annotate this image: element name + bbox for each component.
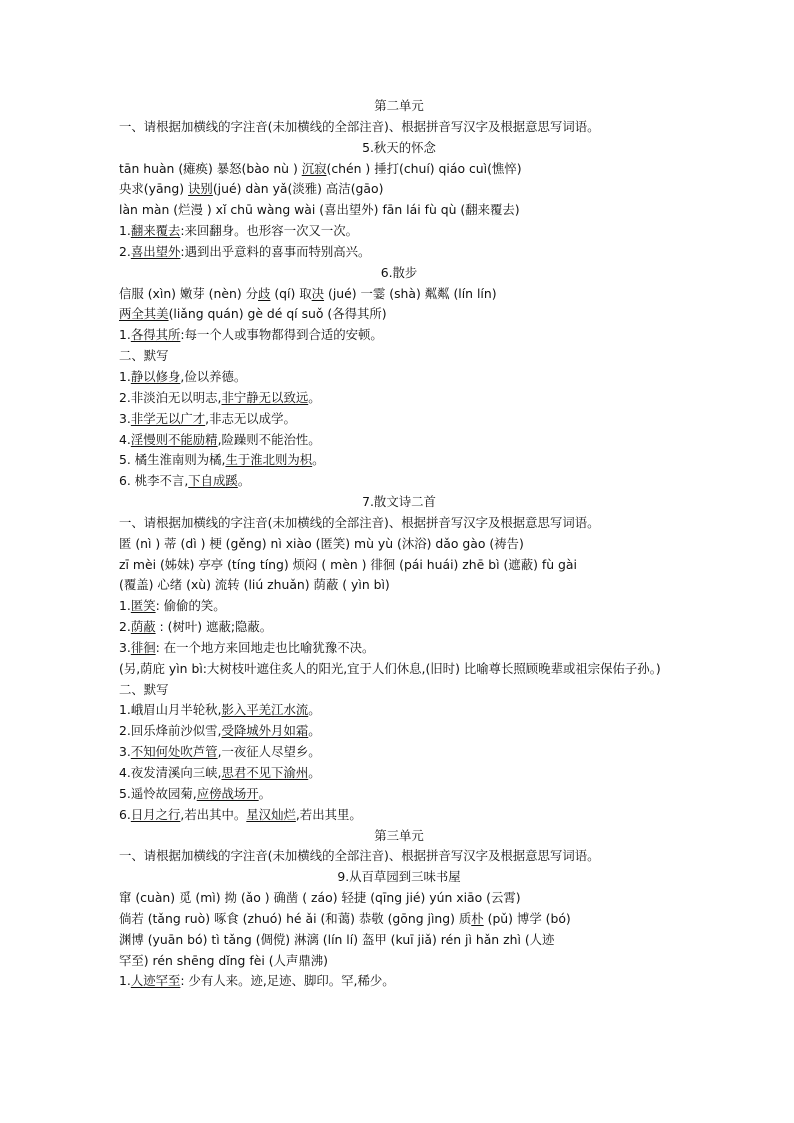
underlined-word: 应傍战场开 xyxy=(196,785,259,801)
underlined-word: 受降城外月如霜 xyxy=(221,723,309,739)
text: 1. xyxy=(119,223,131,239)
text: 1. xyxy=(119,598,131,614)
text: (jué) 一霎 (shà) 粼粼 (lín lín) xyxy=(324,285,497,301)
text: ,一夜征人尽望乡。 xyxy=(217,744,321,760)
underlined-word: 星汉灿烂 xyxy=(246,806,296,822)
dictation-line xyxy=(119,742,679,763)
underlined-word: 日月之行 xyxy=(130,806,181,822)
text: 3. xyxy=(119,744,131,760)
lesson-title: 5.秋天的怀念 xyxy=(362,139,436,155)
text: 6. xyxy=(119,806,131,822)
text: ,险躁则不能治性。 xyxy=(217,431,321,447)
pinyin-line: 罕至) rén shēng dǐng fèi (人声鼎沸) xyxy=(119,952,328,968)
dictation-line xyxy=(119,367,679,388)
text: 1. xyxy=(119,368,131,384)
text: 。 xyxy=(308,723,321,739)
text: 。 xyxy=(308,765,321,780)
dictation-line xyxy=(119,409,679,430)
underlined-word: 非学无以广才 xyxy=(130,410,206,426)
underlined-word: 诀别 xyxy=(188,181,213,197)
instruction: 一、请根据加横线的字注音(未加横线的全部注音)、根据拼音写汉字及根据意思写词语。 xyxy=(119,118,600,134)
underlined-word: 各得其所 xyxy=(130,327,181,343)
unit-title: 第二单元 xyxy=(374,98,424,113)
underlined-word: 决 xyxy=(311,285,325,301)
text: 2.回乐烽前沙似雪, xyxy=(119,723,222,739)
dictation-line xyxy=(119,388,679,409)
text: 1. xyxy=(119,327,131,343)
text: 。 xyxy=(308,702,321,718)
underlined-word: 喜出望外 xyxy=(130,243,181,259)
underlined-word: 生于淮北则为枳 xyxy=(225,452,313,468)
dictation-line xyxy=(119,721,679,742)
dictation-line xyxy=(119,805,679,826)
text: (pǔ) 博学 (bó) xyxy=(483,910,571,926)
text: 1.峨眉山月半轮秋, xyxy=(119,702,222,718)
text: : (树叶) 遮蔽;隐蔽。 xyxy=(155,619,273,635)
definition xyxy=(119,325,679,346)
text: : 少有人来。迹,足迹、脚印。罕,稀少。 xyxy=(180,973,395,989)
text: 。 xyxy=(237,473,251,489)
text: 1. xyxy=(119,973,131,989)
definition xyxy=(119,221,679,242)
text: 4. xyxy=(119,431,131,447)
document-page xyxy=(119,96,679,992)
note: (另,荫庇 yìn bì:大树枝叶遮住炙人的阳光,宜于人们休息,(旧时) 比喻尊长照顾晚辈或祖宗保佑子孙。) xyxy=(119,660,661,676)
pinyin-line xyxy=(119,304,679,325)
text: :来回翻身。也形容一次又一次。 xyxy=(180,223,359,239)
text: 信服 (xìn) 嫩芽 (nèn) 分 xyxy=(119,285,259,301)
text: 3. xyxy=(119,410,131,426)
underlined-word: 匿笑 xyxy=(130,598,156,614)
underlined-word: 影入平羌江水流 xyxy=(221,702,309,718)
text: : 在一个地方来回地走也比喻犹豫不决。 xyxy=(155,639,375,655)
section-heading: 二、默写 xyxy=(119,681,169,697)
underlined-word: 徘徊 xyxy=(130,639,156,655)
underlined-word: 翻来覆去 xyxy=(130,223,181,239)
underlined-word: 人迹罕至 xyxy=(130,973,181,989)
underlined-word: 歧 xyxy=(258,285,271,301)
instruction: 一、请根据加横线的字注音(未加横线的全部注音)、根据拼音写汉字及根据意思写词语。 xyxy=(119,514,600,530)
text: (jué) dàn yǎ(淡雅) 高洁(gāo) xyxy=(212,181,384,197)
dictation-line xyxy=(119,471,679,492)
underlined-word: 淫慢则不能励精 xyxy=(130,431,218,447)
text: :遇到出乎意料的喜事而特别高兴。 xyxy=(180,243,371,259)
text: 5. 橘生淮南则为橘, xyxy=(119,452,226,468)
definition xyxy=(119,638,679,659)
definition xyxy=(119,242,679,263)
text: 2. xyxy=(119,243,131,259)
text: ,俭以养德。 xyxy=(180,368,247,384)
dictation-line xyxy=(119,450,679,471)
text: :每一个人或事物都得到合适的安顿。 xyxy=(180,327,383,343)
definition xyxy=(119,971,679,992)
instruction: 一、请根据加横线的字注音(未加横线的全部注音)、根据拼音写汉字及根据意思写词语。 xyxy=(119,848,600,864)
text: 3. xyxy=(119,639,131,655)
pinyin-line: làn màn (烂漫 ) xǐ chū wàng wài (喜出望外) fān lái fù qù (翻来覆去) xyxy=(119,202,520,218)
pinyin-line: zī mèi (姊妹) 亭亭 (tíng tíng) 烦闷 ( mèn ) 徘徊 (pái huái) zhē bì (遮蔽) fù gài xyxy=(119,556,577,572)
text: : 偷偷的笑。 xyxy=(155,598,226,614)
text: ,若出其里。 xyxy=(295,806,362,822)
text: 4.夜发清溪向三峡, xyxy=(119,765,222,780)
text: 5.遥怜故园菊, xyxy=(119,785,197,801)
definition xyxy=(119,617,679,638)
text: 倘若 (tǎng ruò) 啄食 (zhuó) hé ǎi (和蔼) 恭敬 (gōng jìng) 质 xyxy=(119,910,472,926)
text: ,若出其中。 xyxy=(180,806,247,822)
pinyin-line: 窜 (cuàn) 觅 (mì) 拗 (ǎo ) 确凿 ( záo) 轻捷 (qīng jié) yún xiāo (云霄) xyxy=(119,890,521,906)
unit-title: 第三单元 xyxy=(374,827,424,843)
underlined-word: 沉寂 xyxy=(301,160,327,176)
pinyin-line: 渊博 (yuān bó) tì tǎng (倜傥) 淋漓 (lín lí) 盔甲 (kuī jiǎ) rén jì hǎn zhì (人迹 xyxy=(119,931,555,947)
underlined-word: 两全其美 xyxy=(119,306,169,322)
text: 。 xyxy=(308,389,321,405)
lesson-title: 7.散文诗二首 xyxy=(362,494,436,510)
text: 央求(yāng) xyxy=(119,181,189,197)
text: 。 xyxy=(258,785,272,801)
dictation-line xyxy=(119,700,679,721)
pinyin-line xyxy=(119,179,679,200)
underlined-word: 荫蔽 xyxy=(130,619,156,635)
section-heading: 二、默写 xyxy=(119,348,169,364)
pinyin-line xyxy=(119,284,679,305)
lesson-title: 6.散步 xyxy=(380,264,418,280)
underlined-word: 下自成蹊 xyxy=(188,473,238,489)
underlined-word: 思君不见下渝州 xyxy=(221,765,309,780)
dictation-line xyxy=(119,430,679,451)
underlined-word: 非宁静无以致远 xyxy=(221,389,309,405)
pinyin-line xyxy=(119,159,679,180)
pinyin-line: 匿 (nì ) 蒂 (dì ) 梗 (gěng) nì xiào (匿笑) mù yù (沐浴) dǎo gào (祷告) xyxy=(119,535,524,551)
text: (liǎng quán) gè dé qí suǒ (各得其所) xyxy=(168,306,387,322)
definition xyxy=(119,596,679,617)
text: (chén ) 捶打(chuí) qiáo cuì(憔悴) xyxy=(326,160,522,176)
dictation-line xyxy=(119,763,679,784)
text: tān huàn (瘫痪) 暴怒(bào nù ) xyxy=(119,160,302,176)
dictation-line xyxy=(119,784,679,805)
text: 2. xyxy=(119,619,131,635)
text: ,非志无以成学。 xyxy=(205,410,296,426)
underlined-word: 不知何处吹芦管 xyxy=(130,744,218,760)
underlined-word: 朴 xyxy=(471,910,484,926)
underlined-word: 静以修身 xyxy=(130,368,181,384)
pinyin-line: (覆盖) 心绪 (xù) 流转 (liú zhuǎn) 荫蔽 ( yìn bì) xyxy=(119,577,390,593)
pinyin-line xyxy=(119,909,679,930)
lesson-title: 9.从百草园到三味书屋 xyxy=(337,869,461,885)
text: (qí) 取 xyxy=(270,285,312,301)
text: 。 xyxy=(312,452,325,468)
text: 6. 桃李不言, xyxy=(119,473,189,489)
text: 2.非淡泊无以明志, xyxy=(119,389,222,405)
